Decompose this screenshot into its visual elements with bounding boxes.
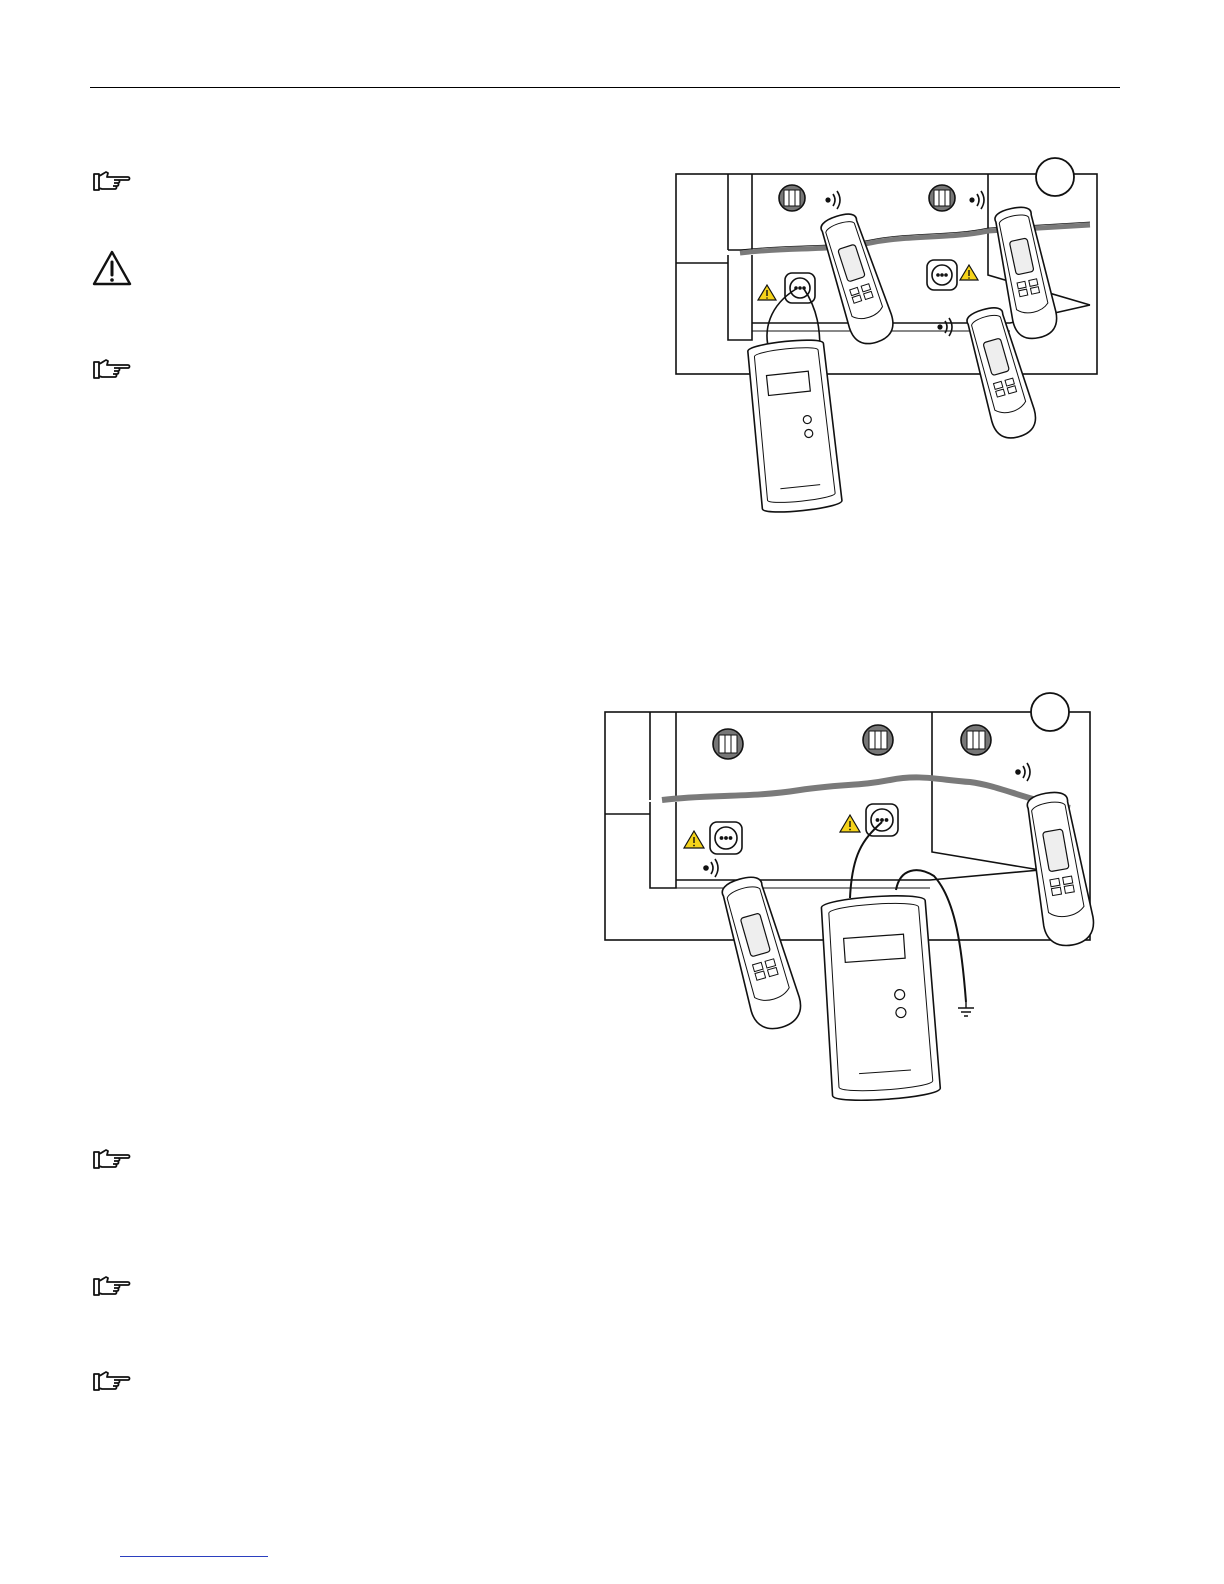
- power-socket-icon: [866, 804, 898, 836]
- footer-link[interactable]: [120, 1556, 268, 1557]
- figure-callout-1: [1036, 158, 1074, 196]
- pointing-hand-note-icon: [92, 1148, 132, 1172]
- transmitter-device: [819, 893, 941, 1103]
- junction-box-icon: [863, 725, 893, 755]
- junction-box-icon: [961, 725, 991, 755]
- pointing-hand-note-icon: [92, 170, 132, 194]
- pointing-hand-note-icon: [92, 1275, 132, 1299]
- figure-callout-2: [1031, 693, 1069, 731]
- pointing-hand-note-icon: [92, 1370, 132, 1394]
- power-socket-icon: [785, 273, 815, 303]
- junction-box-icon: [713, 729, 743, 759]
- pointing-hand-note-icon: [92, 358, 132, 382]
- power-socket-icon: [710, 822, 742, 854]
- figure-top: [670, 155, 1110, 515]
- power-socket-icon: [927, 260, 957, 290]
- warning-triangle-icon: [92, 250, 132, 286]
- header-rule: [90, 87, 1120, 88]
- junction-box-icon: [779, 185, 805, 211]
- junction-box-icon: [929, 185, 955, 211]
- ground-symbol-icon: [958, 1002, 974, 1016]
- figure-bottom: [600, 690, 1120, 1110]
